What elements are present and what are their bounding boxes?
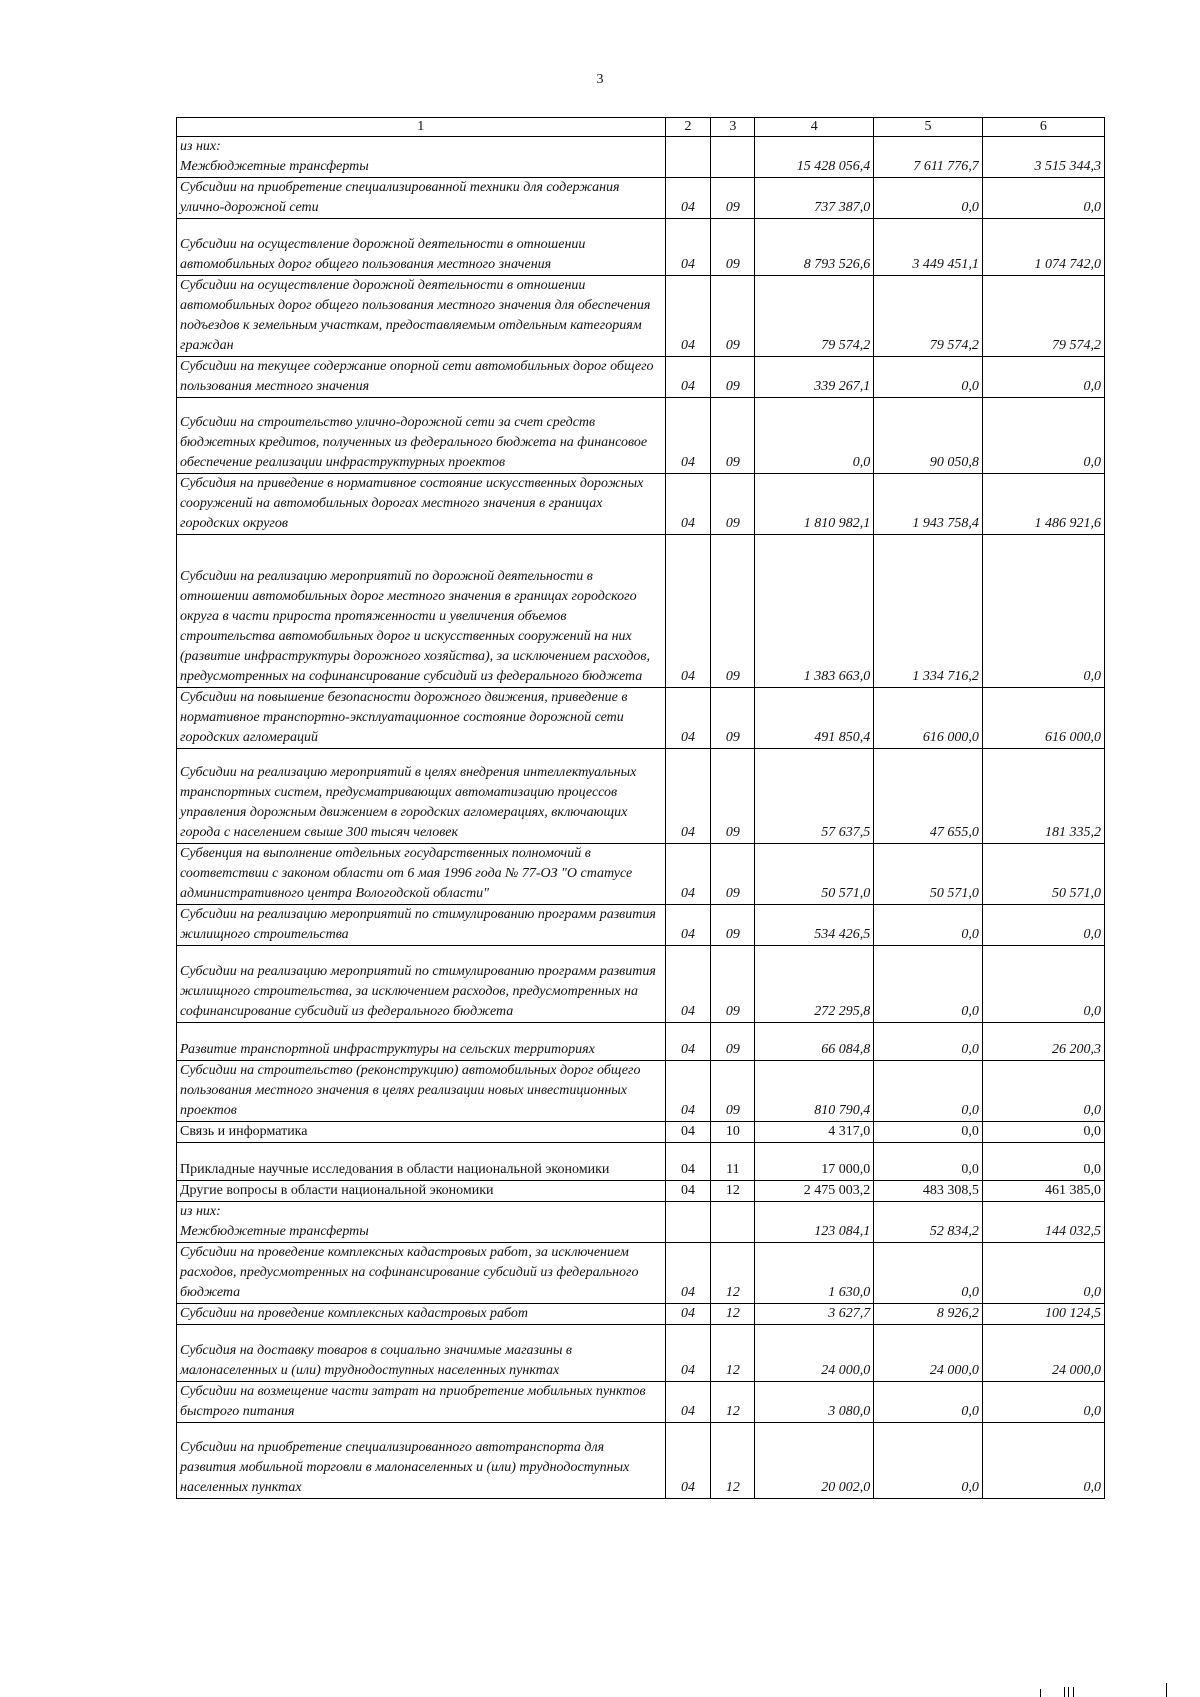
value-col-5: 0,0 <box>874 1061 983 1122</box>
value-col-6: 0,0 <box>982 398 1104 474</box>
value-col-4: 491 850,4 <box>755 688 874 749</box>
row-name: Субсидии на реализацию мероприятий по дорожной деятельности в отношении автомобильных дорог местного значения в границах городского округа в части прироста протяженности и увеличения объемов строительства автомобильных дорог и искусственных сооружений на них (развитие инфраструктуры дорожного хозяйства), за исключением расходов, предусмотренных на софинансирование субсидий из федерального бюджета <box>177 535 666 688</box>
value-col-6: 0,0 <box>982 946 1104 1023</box>
section-code: 04 <box>665 905 711 946</box>
table-row <box>177 1023 1105 1061</box>
value-col-4: 272 295,8 <box>755 946 874 1023</box>
value-col-4: 17 000,0 <box>755 1143 874 1181</box>
value-col-6: 26 200,3 <box>982 1023 1104 1061</box>
section-code: 04 <box>665 535 711 688</box>
row-name: Субсидии на реализацию мероприятий по стимулированию программ развития жилищного строительства <box>177 905 666 946</box>
table-row <box>177 1423 1105 1499</box>
subsection-code: 09 <box>711 535 755 688</box>
value-col-4: 2 475 003,2 <box>755 1181 874 1202</box>
row-name: Субсидии на текущее содержание опорной сети автомобильных дорог общего пользования местного значения <box>177 357 666 398</box>
value-col-4: 57 637,5 <box>755 749 874 844</box>
value-col-6: 1 074 742,0 <box>982 219 1104 276</box>
subsection-code: 09 <box>711 474 755 535</box>
subsection-code: 12 <box>711 1243 755 1304</box>
page-number: 3 <box>596 72 604 87</box>
subsection-code: 11 <box>711 1143 755 1181</box>
value-col-6: 0,0 <box>982 1061 1104 1122</box>
value-col-6: 3 515 344,3 <box>982 137 1104 178</box>
value-col-4: 4 317,0 <box>755 1122 874 1143</box>
value-col-4: 66 084,8 <box>755 1023 874 1061</box>
value-col-6: 0,0 <box>982 1382 1104 1423</box>
value-col-6: 0,0 <box>982 1122 1104 1143</box>
value-col-6: 0,0 <box>982 1423 1104 1499</box>
value-col-4: 123 084,1 <box>755 1202 874 1243</box>
row-name: Субсидии на осуществление дорожной деятельности в отношении автомобильных дорог общего пользования местного значения <box>177 219 666 276</box>
value-col-6: 24 000,0 <box>982 1325 1104 1382</box>
value-col-6: 181 335,2 <box>982 749 1104 844</box>
subsection-code: 12 <box>711 1181 755 1202</box>
row-name: Субсидии на повышение безопасности дорожного движения, приведение в нормативное транспортно-эксплуатационное состояние дорожной сети городских агломераций <box>177 688 666 749</box>
value-col-4: 1 630,0 <box>755 1243 874 1304</box>
section-code: 04 <box>665 1382 711 1423</box>
value-col-5: 0,0 <box>874 946 983 1023</box>
section-code: 04 <box>665 1181 711 1202</box>
section-code: 04 <box>665 178 711 219</box>
subsection-code: 09 <box>711 905 755 946</box>
table-row <box>177 137 1105 178</box>
section-code <box>665 1202 711 1243</box>
value-col-4: 3 080,0 <box>755 1382 874 1423</box>
subsection-code: 09 <box>711 1023 755 1061</box>
value-col-5: 0,0 <box>874 1423 983 1499</box>
value-col-6: 0,0 <box>982 178 1104 219</box>
subsection-code: 09 <box>711 219 755 276</box>
row-name: Связь и информатика <box>177 1122 666 1143</box>
subsection-code: 09 <box>711 844 755 905</box>
row-name: Субсидии на возмещение части затрат на приобретение мобильных пунктов быстрого питания <box>177 1382 666 1423</box>
value-col-6: 0,0 <box>982 535 1104 688</box>
section-code <box>665 137 711 178</box>
value-col-5: 1 943 758,4 <box>874 474 983 535</box>
table-row <box>177 1382 1105 1423</box>
section-code: 04 <box>665 749 711 844</box>
value-col-5: 0,0 <box>874 1382 983 1423</box>
row-name: Субсидии на приобретение специализированного автотранспорта для развития мобильной торговли в малонаселенных и (или) труднодоступных населенных пунктах <box>177 1423 666 1499</box>
row-name: Развитие транспортной инфраструктуры на сельских территориях <box>177 1023 666 1061</box>
scan-edge-marks <box>1040 1680 1190 1697</box>
subsection-code: 09 <box>711 1061 755 1122</box>
value-col-5: 8 926,2 <box>874 1304 983 1325</box>
row-name: Прикладные научные исследования в области национальной экономики <box>177 1143 666 1181</box>
table-row <box>177 905 1105 946</box>
subsection-code: 09 <box>711 276 755 357</box>
value-col-4: 1 383 663,0 <box>755 535 874 688</box>
value-col-4: 15 428 056,4 <box>755 137 874 178</box>
subsection-code: 09 <box>711 749 755 844</box>
value-col-5: 483 308,5 <box>874 1181 983 1202</box>
column-header: 6 <box>982 118 1104 137</box>
row-name: Субсидии на строительство (реконструкцию) автомобильных дорог общего пользования местного значения в целях реализации новых инвестиционных проектов <box>177 1061 666 1122</box>
value-col-6: 0,0 <box>982 1243 1104 1304</box>
column-header: 5 <box>874 118 983 137</box>
row-name: Субсидии на проведение комплексных кадастровых работ, за исключением расходов, предусмотренных на софинансирование субсидий из федерального бюджета <box>177 1243 666 1304</box>
section-code: 04 <box>665 1023 711 1061</box>
subsection-code: 12 <box>711 1325 755 1382</box>
table-row <box>177 688 1105 749</box>
column-header: 2 <box>665 118 711 137</box>
subsection-code: 09 <box>711 398 755 474</box>
value-col-4: 810 790,4 <box>755 1061 874 1122</box>
value-col-5: 79 574,2 <box>874 276 983 357</box>
section-code: 04 <box>665 398 711 474</box>
section-code: 04 <box>665 1243 711 1304</box>
value-col-5: 52 834,2 <box>874 1202 983 1243</box>
value-col-6: 79 574,2 <box>982 276 1104 357</box>
table-row <box>177 178 1105 219</box>
subsection-code: 09 <box>711 688 755 749</box>
subsection-code: 12 <box>711 1382 755 1423</box>
value-col-6: 100 124,5 <box>982 1304 1104 1325</box>
value-col-4: 3 627,7 <box>755 1304 874 1325</box>
value-col-6: 50 571,0 <box>982 844 1104 905</box>
section-code: 04 <box>665 1061 711 1122</box>
value-col-6: 0,0 <box>982 1143 1104 1181</box>
value-col-5: 0,0 <box>874 1143 983 1181</box>
section-code: 04 <box>665 1423 711 1499</box>
value-col-5: 24 000,0 <box>874 1325 983 1382</box>
table-row <box>177 398 1105 474</box>
value-col-5: 7 611 776,7 <box>874 137 983 178</box>
section-code: 04 <box>665 276 711 357</box>
value-col-5: 0,0 <box>874 1122 983 1143</box>
row-name: из них: Межбюджетные трансферты <box>177 1202 666 1243</box>
value-col-4: 24 000,0 <box>755 1325 874 1382</box>
value-col-4: 8 793 526,6 <box>755 219 874 276</box>
budget-table <box>176 117 1105 1499</box>
value-col-5: 47 655,0 <box>874 749 983 844</box>
table-row <box>177 1181 1105 1202</box>
value-col-5: 3 449 451,1 <box>874 219 983 276</box>
section-code: 04 <box>665 1325 711 1382</box>
subsection-code: 09 <box>711 357 755 398</box>
value-col-4: 737 387,0 <box>755 178 874 219</box>
section-code: 04 <box>665 688 711 749</box>
table-row <box>177 1325 1105 1382</box>
table-row <box>177 1143 1105 1181</box>
value-col-4: 339 267,1 <box>755 357 874 398</box>
value-col-5: 0,0 <box>874 357 983 398</box>
table-row <box>177 1202 1105 1243</box>
value-col-4: 20 002,0 <box>755 1423 874 1499</box>
value-col-4: 1 810 982,1 <box>755 474 874 535</box>
value-col-4: 0,0 <box>755 398 874 474</box>
table-row <box>177 474 1105 535</box>
subsection-code: 10 <box>711 1122 755 1143</box>
row-name: Субвенция на выполнение отдельных государственных полномочий в соответствии с законом области от 6 мая 1996 года № 77-ОЗ "О статусе административного центра Вологодской области" <box>177 844 666 905</box>
table-row <box>177 535 1105 688</box>
value-col-4: 534 426,5 <box>755 905 874 946</box>
row-name: из них: Межбюджетные трансферты <box>177 137 666 178</box>
row-name: Субсидия на приведение в нормативное состояние искусственных дорожных сооружений на автомобильных дорогах местного значения в границах городских округов <box>177 474 666 535</box>
row-name: Субсидии на реализацию мероприятий по стимулированию программ развития жилищного строительства, за исключением расходов, предусмотренных на софинансирование субсидий из федерального бюджета <box>177 946 666 1023</box>
table-row <box>177 1243 1105 1304</box>
row-name: Другие вопросы в области национальной экономики <box>177 1181 666 1202</box>
value-col-5: 0,0 <box>874 1023 983 1061</box>
table-row <box>177 219 1105 276</box>
value-col-5: 50 571,0 <box>874 844 983 905</box>
value-col-5: 90 050,8 <box>874 398 983 474</box>
column-header: 3 <box>711 118 755 137</box>
row-name: Субсидии на приобретение специализированной техники для содержания улично-дорожной сети <box>177 178 666 219</box>
subsection-code <box>711 137 755 178</box>
subsection-code: 09 <box>711 946 755 1023</box>
value-col-6: 461 385,0 <box>982 1181 1104 1202</box>
value-col-4: 50 571,0 <box>755 844 874 905</box>
section-code: 04 <box>665 1143 711 1181</box>
column-header: 1 <box>177 118 666 137</box>
row-name: Субсидии на осуществление дорожной деятельности в отношении автомобильных дорог общего пользования местного значения для обеспечения подъездов к земельным участкам, предоставляемым отдельным категориям граждан <box>177 276 666 357</box>
section-code: 04 <box>665 1122 711 1143</box>
table-row <box>177 1122 1105 1143</box>
table-row <box>177 844 1105 905</box>
subsection-code: 09 <box>711 178 755 219</box>
value-col-5: 1 334 716,2 <box>874 535 983 688</box>
value-col-6: 0,0 <box>982 905 1104 946</box>
table-row <box>177 276 1105 357</box>
value-col-4: 79 574,2 <box>755 276 874 357</box>
value-col-5: 0,0 <box>874 1243 983 1304</box>
column-header: 4 <box>755 118 874 137</box>
value-col-5: 616 000,0 <box>874 688 983 749</box>
row-name: Субсидии на реализацию мероприятий в целях внедрения интеллектуальных транспортных систем, предусматривающих автоматизацию процессов управления дорожным движением в городских агломерациях, включающих города с населением свыше 300 тысяч человек <box>177 749 666 844</box>
subsection-code <box>711 1202 755 1243</box>
table-row <box>177 357 1105 398</box>
value-col-6: 144 032,5 <box>982 1202 1104 1243</box>
table-row <box>177 1304 1105 1325</box>
section-code: 04 <box>665 844 711 905</box>
value-col-6: 1 486 921,6 <box>982 474 1104 535</box>
table-row <box>177 946 1105 1023</box>
row-name: Субсидии на строительство улично-дорожной сети за счет средств бюджетных кредитов, полученных из федерального бюджета на финансовое обеспечение реализации инфраструктурных проектов <box>177 398 666 474</box>
row-name: Субсидии на проведение комплексных кадастровых работ <box>177 1304 666 1325</box>
section-code: 04 <box>665 219 711 276</box>
value-col-6: 0,0 <box>982 357 1104 398</box>
subsection-code: 12 <box>711 1423 755 1499</box>
subsection-code: 12 <box>711 1304 755 1325</box>
section-code: 04 <box>665 474 711 535</box>
row-name: Субсидия на доставку товаров в социально значимые магазины в малонаселенных и (или) труднодоступных населенных пунктах <box>177 1325 666 1382</box>
value-col-5: 0,0 <box>874 905 983 946</box>
table-row <box>177 749 1105 844</box>
value-col-6: 616 000,0 <box>982 688 1104 749</box>
section-code: 04 <box>665 946 711 1023</box>
value-col-5: 0,0 <box>874 178 983 219</box>
header-row <box>177 118 1105 137</box>
section-code: 04 <box>665 357 711 398</box>
table-row <box>177 1061 1105 1122</box>
section-code: 04 <box>665 1304 711 1325</box>
